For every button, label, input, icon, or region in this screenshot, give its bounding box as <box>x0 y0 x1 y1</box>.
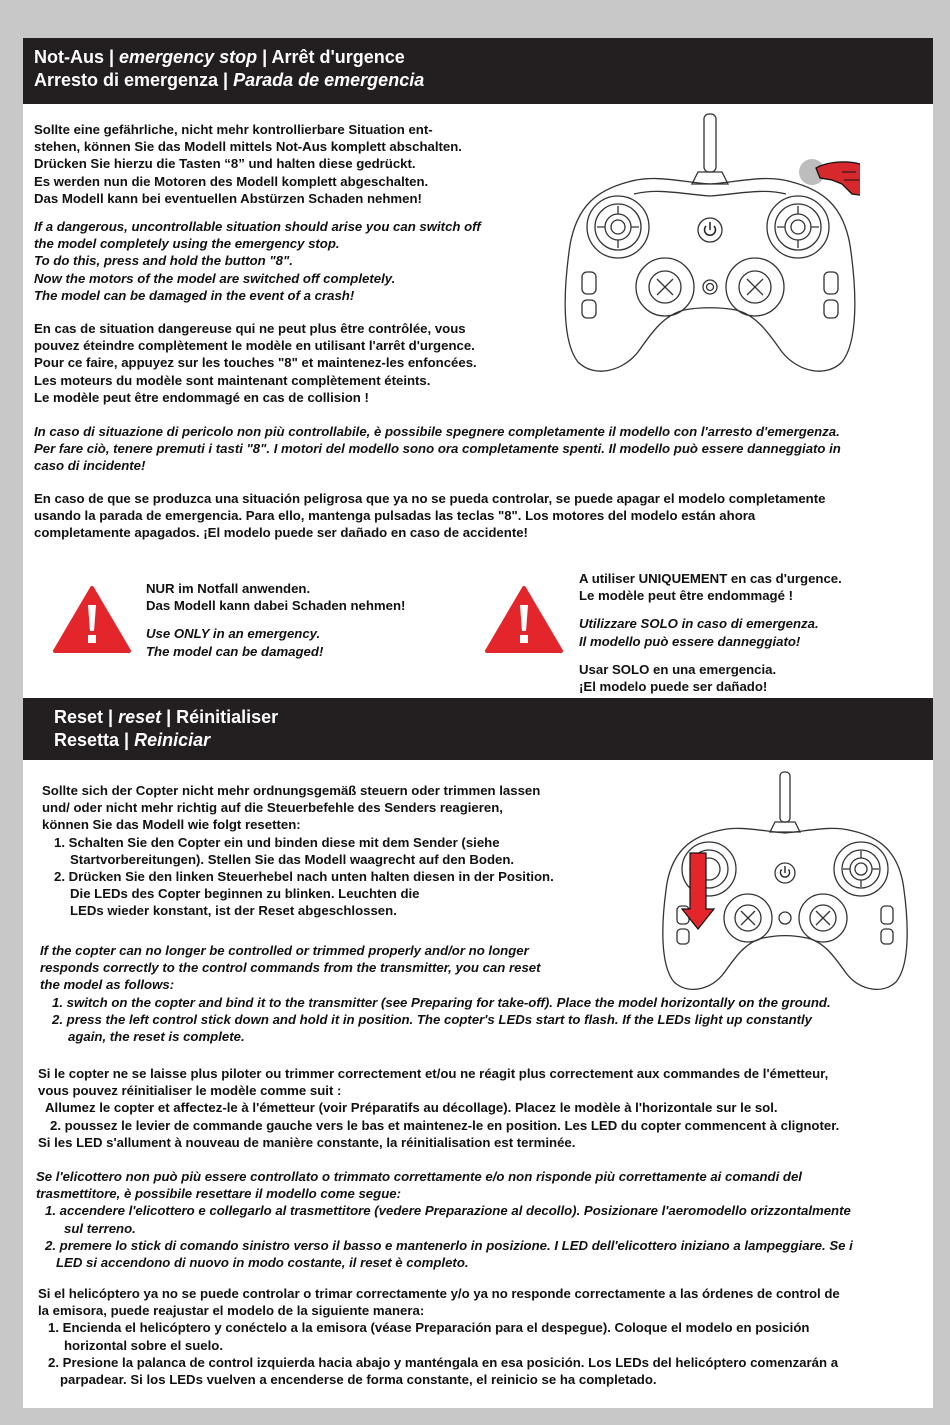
emergency-text-it: In caso di situazione di pericolo non più controllabile, è possibile spegnere completamente il modello con l'arresto d'emergenza. Per fare ciò, tenere premuti i tasti "8". I motori del modello sono ora completamente spenti. Il modello può essere danneggiato in caso di incidente! <box>34 424 841 474</box>
warning-triangle-icon <box>52 585 132 655</box>
down-arrow-icon <box>682 853 714 929</box>
header-title-line1: Reset | reset | Réinitialiser <box>54 707 279 727</box>
reset-text-fr: Si le copter ne se laisse plus piloter ou trimmer correctement et/ou ne réagit plus correctement aux commandes de l'émetteur, vous pouvez réinitialiser le modèle comme suit : Allumez le copter et affectez-le à l'émetteur (voir Préparatifs au décollage). Placez le modèle à l'horizontale sur le sol. 2. poussez le levier de commande gauche vers le bas et maintenez-le en position. Les LED du copter commencent à clignoter. Si les LED s'allument à nouveau de manière constante, la réinitialisation est terminée. <box>38 1066 840 1150</box>
manual-page <box>23 38 933 1408</box>
header-title-line2: Resetta | Reiniciar <box>54 730 211 750</box>
warning-text-left: NUR im Notfall anwenden. Das Modell kann dabei Schaden nehmen! Use ONLY in an emergency. The model can be damaged! <box>146 581 406 659</box>
power-button-icon <box>705 222 716 235</box>
emergency-text-fr: En cas de situation dangereuse qui ne peut plus être contrôlée, vous pouvez éteindre complètement le modèle en utilisant l'arrêt d'urgence. Pour ce faire, appuyez sur les touches "8" et maintenez-les enfoncées. Les moteurs du modèle sont maintenant complètement éteints. Le modèle peut être endommagé en cas de collision ! <box>34 321 477 405</box>
warning-triangle-icon <box>484 585 564 655</box>
emergency-text-en: If a dangerous, uncontrollable situation should arise you can switch off the model completely using the emergency stop. To do this, press and hold the button "8". Now the motors of the model are switched off completely. The model can be damaged in the event of a crash! <box>34 219 481 303</box>
emergency-text-de: Sollte eine gefährliche, nicht mehr kontrollierbare Situation ent- stehen, können Sie das Modell mittels Not-Aus komplett abschalten. Drücken Sie hierzu die Tasten “8” und halten diese gedrückt. Es werden nun die Motoren des Modell komplett abgeschalten. Das Modell kann bei eventuellen Abstürzen Schaden nehmen! <box>34 122 462 206</box>
warning-text-right: A utiliser UNIQUEMENT en cas d'urgence. Le modèle peut être endommagé ! Utilizzare SOLO in caso di emergenza. Il modello può essere danneggiato! Usar SOLO en una emergencia. ¡El modelo puede ser dañado! <box>579 571 842 695</box>
reset-text-it: Se l'elicottero non può più essere controllato o trimmato correttamente e/o non risponde più correttamente ai comandi del trasmettitore, è possibile resettare il modello come segue: 1. accendere l'elicottero e collegarlo al trasmettitore (vedere Preparazione al decollo). Posizionare l'aeromodello orizzontalmente sul terreno. 2. premere lo stick di comando sinistro verso il basso e mantenerlo in posizione. I LED dell'elicottero iniziano a lampeggiare. Se i LED si accendono di nuovo in modo costante, il reset è completo. <box>36 1169 853 1271</box>
reset-text-en: If the copter can no longer be controlled or trimmed properly and/or no longer responds correctly to the control commands from the transmitter, you can reset the model as follows: 1. switch on the copter and bind it to the transmitter (see Preparing for take-off). Place the model horizontally on the ground. 2. press the left control stick down and hold it in position. The copter's LEDs start to flash. If the LEDs light up constantly again, the reset is complete. <box>40 943 831 1045</box>
emergency-stop-header <box>23 38 933 104</box>
power-button-icon <box>780 866 789 877</box>
header-title-line2: Arresto di emergenza | Parada de emergencia <box>34 70 425 90</box>
reset-header <box>23 698 933 760</box>
controller-illustration <box>659 769 914 995</box>
reset-text-de: Sollte sich der Copter nicht mehr ordnungsgemäß steuern oder trimmen lassen und/ oder nicht mehr richtig auf die Steuerbefehle des Senders reagieren, können Sie das Modell wie folgt resetten: 1. Schalten Sie den Copter ein und binden diese mit dem Sender (siehe Startvorbereitungen). Stellen Sie das Modell waagrecht auf den Boden. 2. Drücken Sie den linken Steuerhebel nach unten halten diesen in der Position. Die LEDs des Copter beginnen zu blinken. Leuchten die LEDs wieder konstant, ist der Reset abgeschlossen. <box>42 783 554 919</box>
reset-text-es: Si el helicóptero ya no se puede controlar o trimar correctamente y/o ya no responde correctamente a las órdenes de control de la emisora, puede reajustar el modelo de la siguiente manera: 1. Encienda el helicóptero y conéctelo a la emisora (véase Preparación para el despegue). Coloque el modelo en posición horizontal sobre el suelo. 2. Presione la palanca de control izquierda hacia abajo y manténgala en esa posición. Los LEDs del helicóptero comenzarán a parpadear. Si los LEDs vuelven a encenderse de forma constante, el reinicio se ha completado. <box>38 1286 840 1388</box>
emergency-text-es: En caso de que se produzca una situación peligrosa que ya no se pueda controlar, se puede apagar el modelo completamente usando la parada de emergencia. Para ello, mantenga pulsadas las teclas "8". Los motores del modelo están ahora completamente apagados. ¡El modelo puede ser dañado en caso de accidente! <box>34 491 826 541</box>
controller-illustration <box>560 110 860 380</box>
pointing-hand-icon <box>816 162 860 196</box>
header-title-line1: Not-Aus | emergency stop | Arrêt d'urgence <box>34 47 405 67</box>
